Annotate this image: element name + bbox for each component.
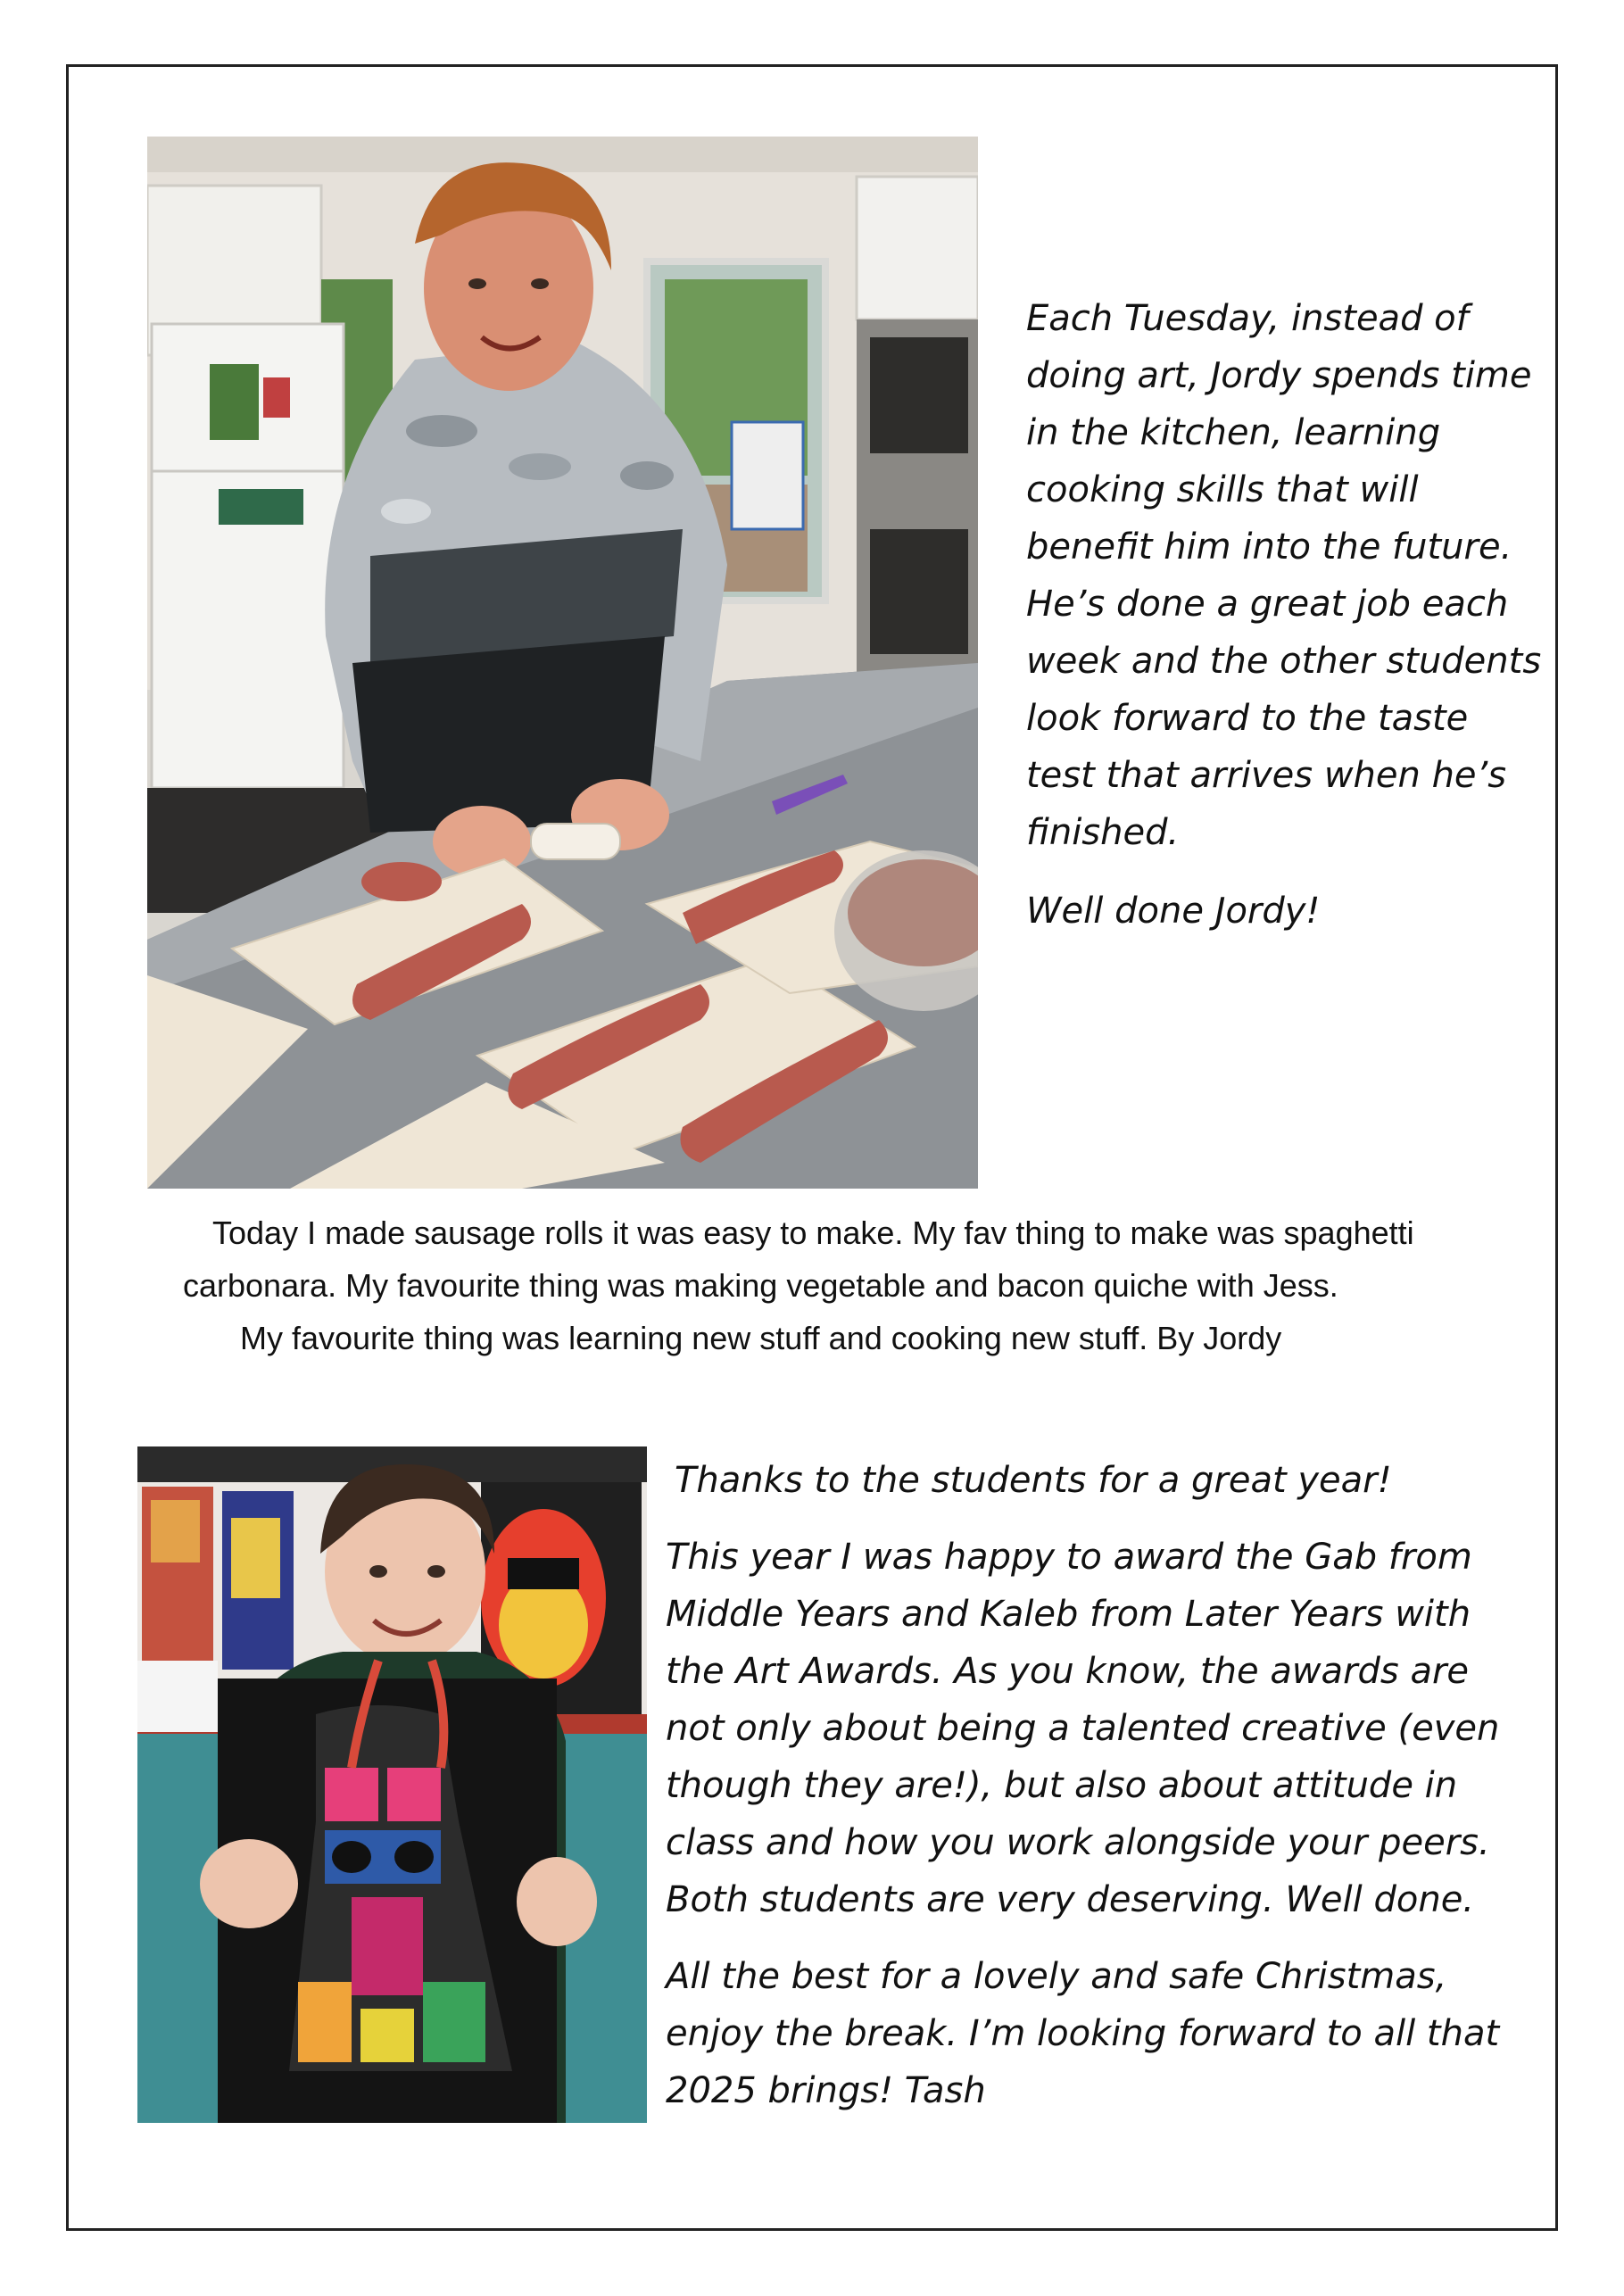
kitchen-photo xyxy=(147,137,978,1189)
student-quote-line-3: My favourite thing was learning new stuff and cooking new stuff. By Jordy xyxy=(240,1320,1282,1356)
art-award-photo-illustration xyxy=(137,1446,647,2123)
student-quote xyxy=(161,1206,1535,1364)
student-quote-line-1: Today I made sausage rolls it was easy to make. My fav thing to make was spaghetti xyxy=(212,1214,1414,1251)
kitchen-text xyxy=(1026,290,1544,940)
art-awards-text xyxy=(666,1452,1522,2119)
kitchen-paragraph: Each Tuesday, instead of doing art, Jordy spends time in the kitchen, learning cooking skills that will benefit him into the future. He’s done a great job each week and the other students look forward to the taste test that arrives when he’s finished. xyxy=(1026,298,1542,853)
kitchen-photo-illustration xyxy=(147,137,978,1189)
christmas-wishes: All the best for a lovely and safe Christmas, enjoy the break. I’m looking forward to all that 2025 brings! Tash xyxy=(666,1956,1500,2111)
kitchen-closing: Well done Jordy! xyxy=(1026,891,1321,932)
student-quote-line-2: carbonara. My favourite thing was making vegetable and bacon quiche with Jess. xyxy=(183,1267,1338,1304)
awards-paragraph: This year I was happy to award the Gab from Middle Years and Kaleb from Later Years with the Art Awards. As you know, the awards are not only about being a talented creative (even though they are!), but also about attitude in class and how you work alongside your peers. Both students are very deserving. Well done. xyxy=(666,1537,1500,1920)
art-award-photo xyxy=(137,1446,647,2123)
thanks-heading: Thanks to the students for a great year! xyxy=(675,1460,1392,1501)
